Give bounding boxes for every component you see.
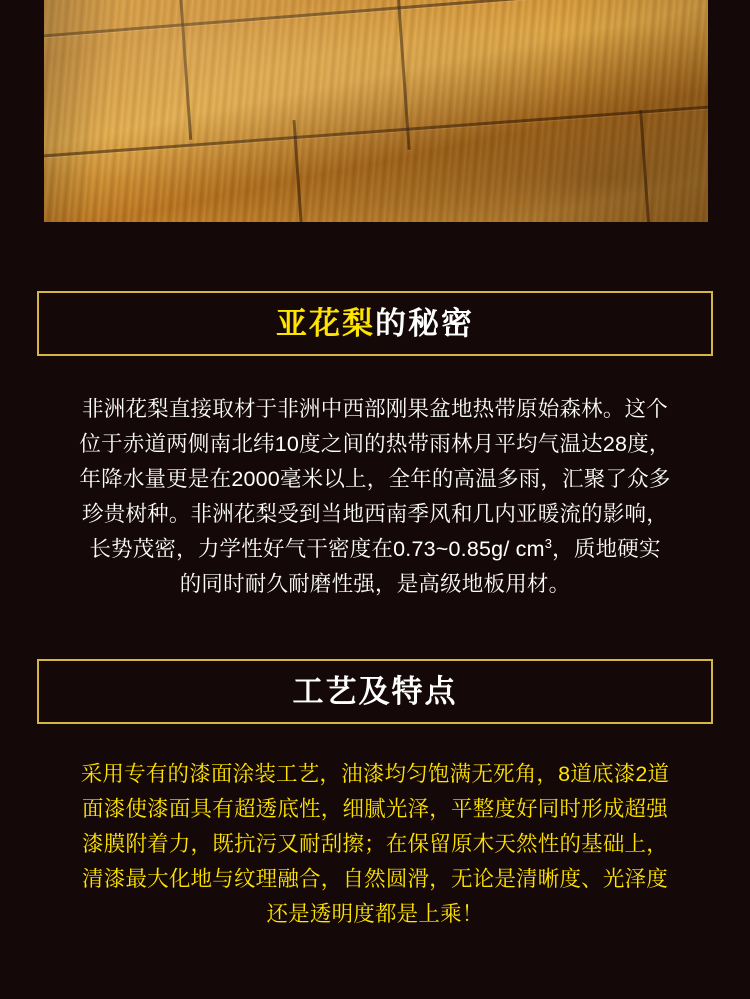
section-title-secret-part1: 亚花梨 (276, 306, 375, 341)
body-line: 漆膜附着力，既抗污又耐刮擦；在保留原木天然性的基础上， (82, 832, 668, 856)
body-line: 长势茂密，力学性好气干密度在0.73~0.85g/ cm (89, 537, 545, 561)
photo-lighting-overlay (44, 0, 708, 222)
section-title-craft-part1: 工艺 (292, 674, 359, 709)
section-body-craft (40, 757, 710, 932)
body-line: ，质地硬实 (552, 537, 661, 561)
body-line: 年降水量更是在2000毫米以上，全年的高温多雨，汇聚了众多 (79, 467, 671, 491)
body-line: 清漆最大化地与纹理融合，自然圆滑，无论是清晰度、光泽度 (82, 867, 668, 891)
section-title-secret (37, 291, 713, 356)
wood-flooring-photo (44, 0, 708, 222)
body-line: 的同时耐久耐磨性强，是高级地板用材。 (179, 572, 571, 596)
body-line: 面漆使漆面具有超透底性，细腻光泽，平整度好同时形成超强 (82, 797, 668, 821)
body-line: 采用专有的漆面涂装工艺，油漆均匀饱满无死角，8道底漆2道 (80, 762, 670, 786)
section-title-secret-part2: 的秘密 (375, 306, 474, 341)
body-line: 还是透明度都是上乘！ (266, 902, 484, 926)
body-line: 珍贵树种。非洲花梨受到当地西南季风和几内亚暖流的影响， (82, 502, 668, 526)
section-title-craft-part2: 及特点 (358, 674, 458, 709)
section-body-secret (40, 392, 710, 602)
density-superscript: 3 (544, 535, 553, 551)
body-line: 位于赤道两侧南北纬10度之间的热带雨林月平均气温达28度， (79, 432, 671, 456)
section-title-craft (37, 659, 713, 724)
body-line: 非洲花梨直接取材于非洲中西部刚果盆地热带原始森林。这个 (82, 397, 668, 421)
